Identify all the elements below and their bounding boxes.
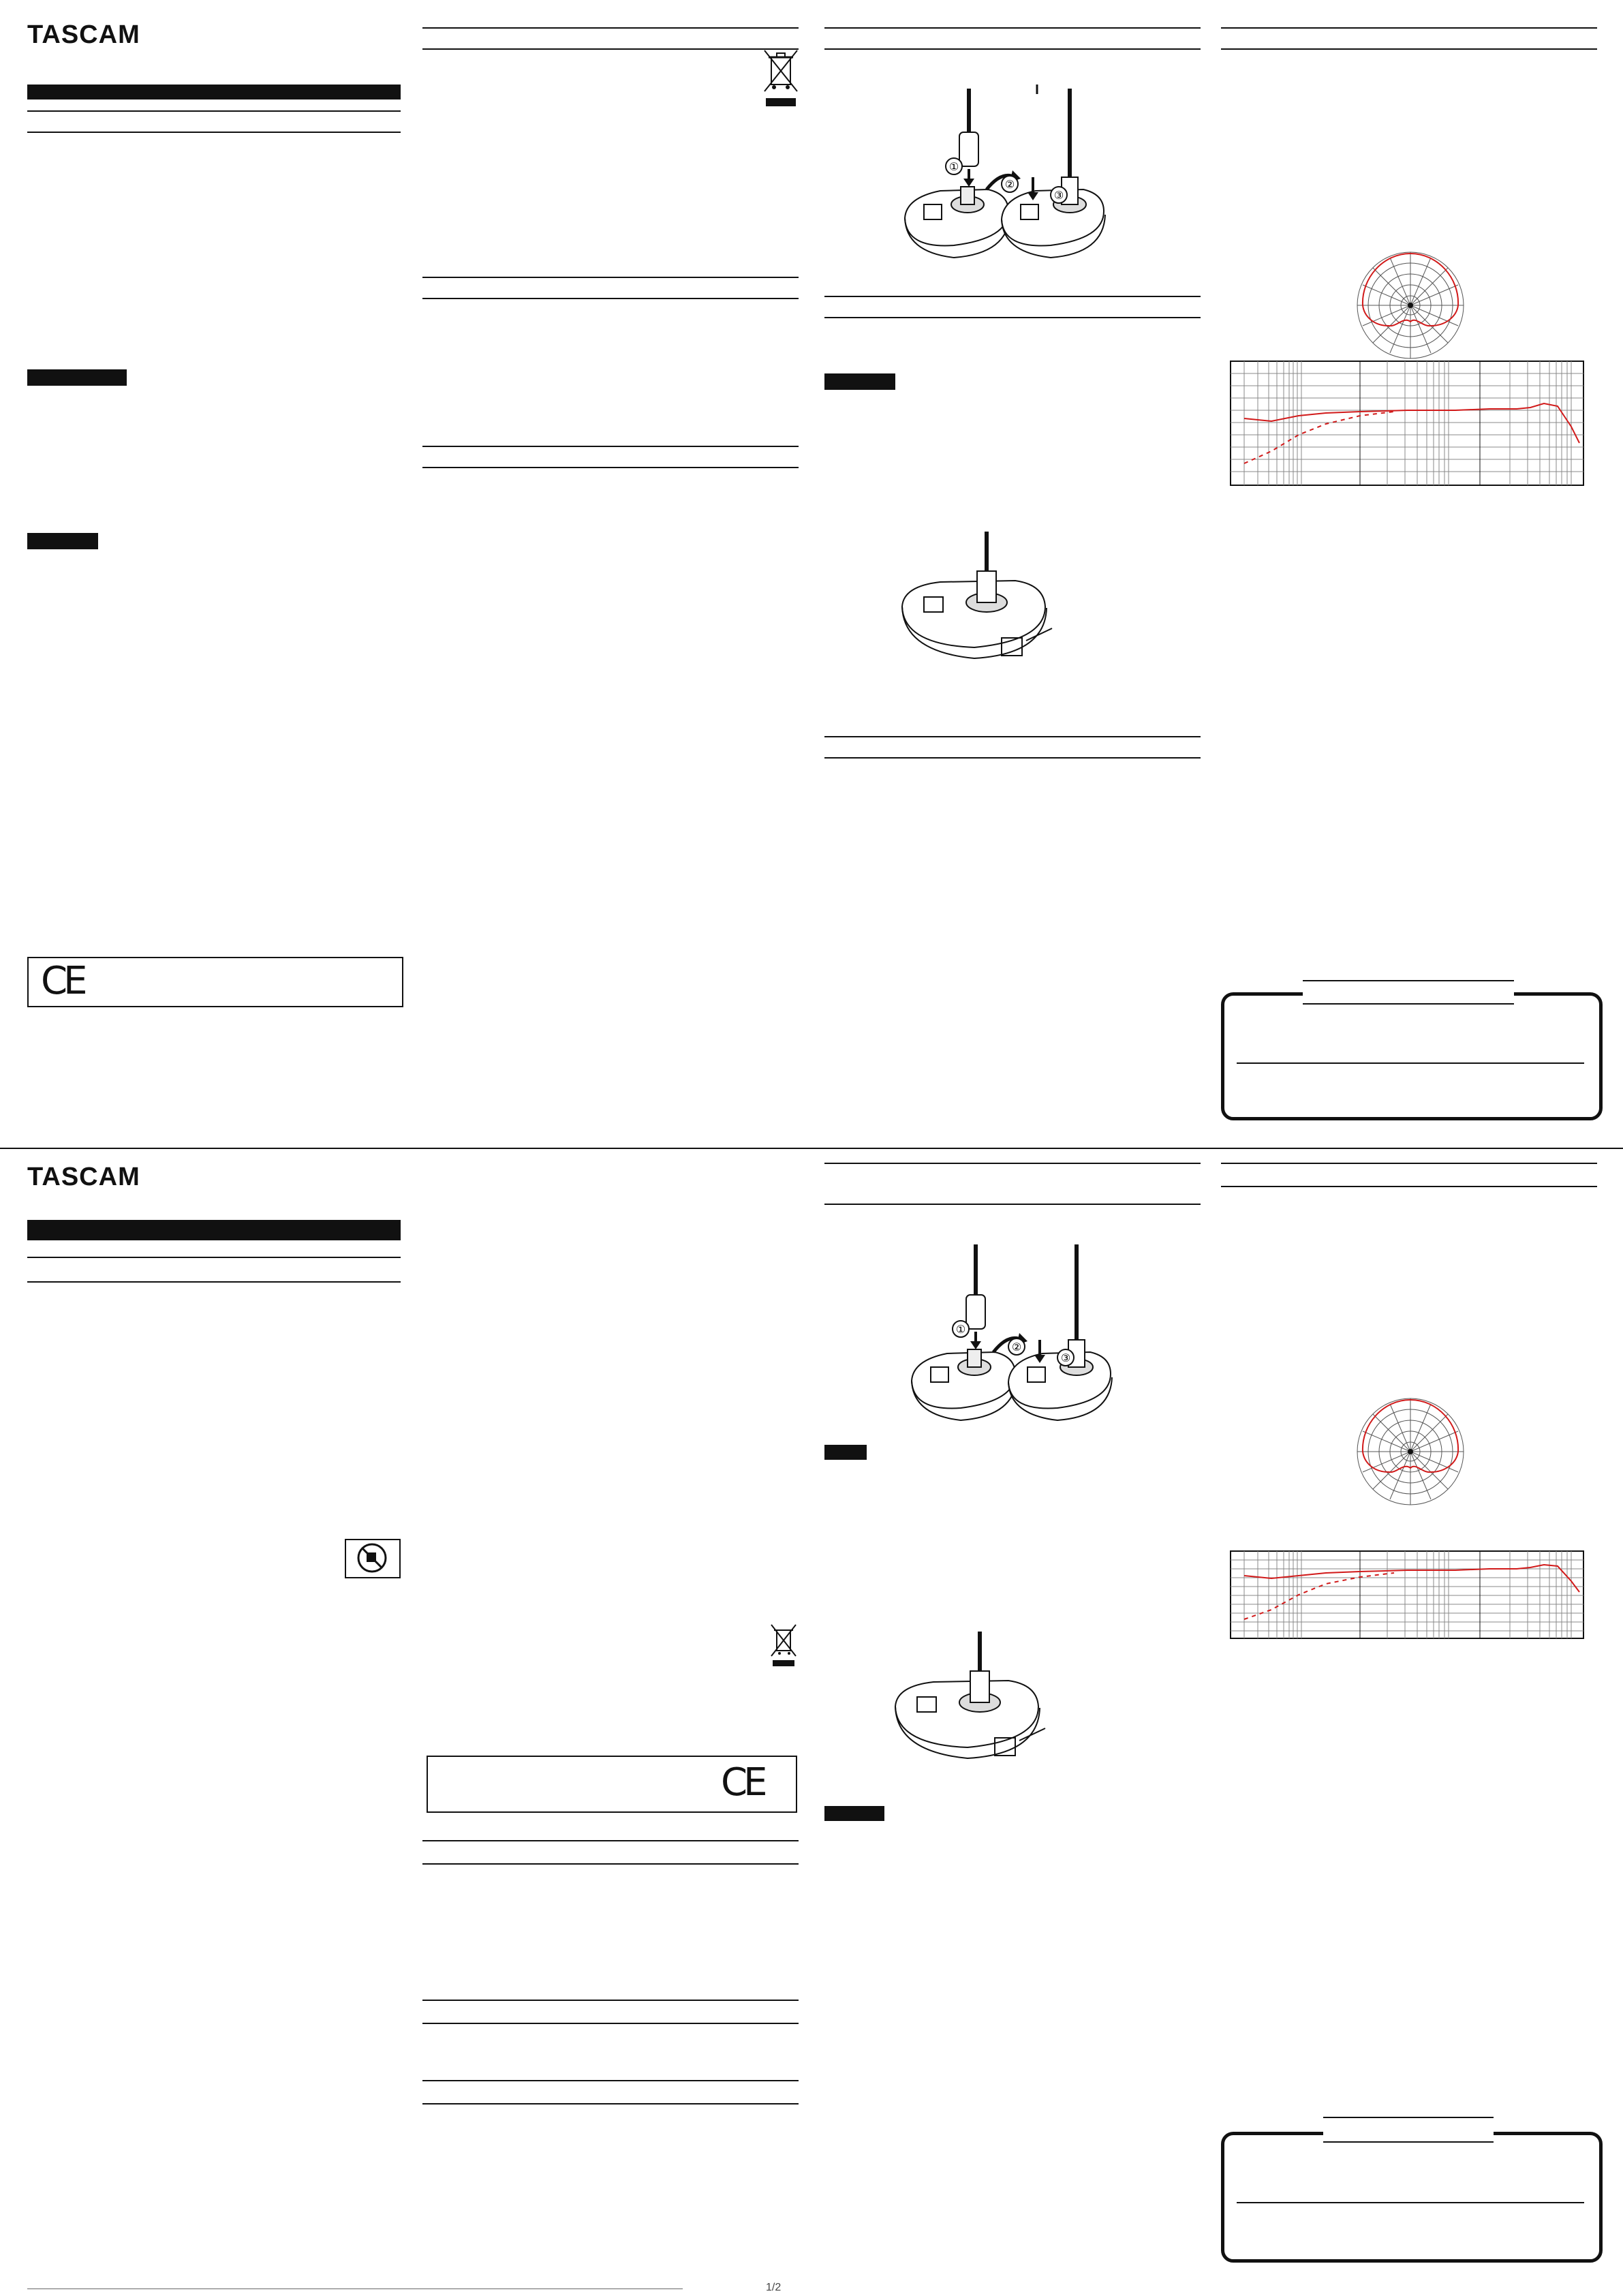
heading-bar [824,1806,884,1821]
step-3-marker: ③ [1053,189,1064,202]
callout-tab [1303,980,1514,1006]
step-2-marker: ② [1011,1341,1022,1353]
frequency-response-chart [1231,361,1583,485]
step-3-marker: ③ [1060,1351,1071,1364]
section-rule [27,110,401,112]
section-rule [824,1204,1201,1205]
section-rule [422,298,799,299]
section-rule [824,296,1201,297]
section-rule [422,467,799,468]
section-rule [27,132,401,133]
section-rule [1303,1003,1514,1005]
ce-mark-icon: CE [721,1760,764,1805]
section-rule [824,736,1201,737]
heading-bar [27,369,127,386]
step-1-marker: ① [948,160,959,173]
title-bar [27,85,401,100]
section-rule [824,48,1201,50]
section-rule [422,2103,799,2104]
heading-bar [27,533,98,549]
section-rule [1303,980,1514,981]
ce-notice-box [427,1756,797,1813]
support-callout-box [1221,992,1603,1120]
callout-tab [1323,2117,1494,2144]
section-rule [1221,48,1597,50]
section-rule [27,1257,401,1258]
mic-base-connector-illustration [893,1632,1063,1781]
section-rule [422,2023,799,2024]
section-rule [1323,2117,1494,2118]
section-rule [1221,27,1597,29]
tascam-logo: TASCAM [27,1163,140,1191]
section-rule [824,27,1201,29]
section-rule [824,317,1201,318]
callout-divider [1237,1062,1584,1064]
cart-tip-warning-icon [345,1539,401,1578]
mic-mounting-illustration [899,75,1104,286]
section-rule [422,27,799,29]
section-rule [824,1163,1201,1164]
polar-pattern-chart [1356,1397,1465,1506]
callout-divider [1237,2202,1584,2203]
section-rule [422,48,799,50]
frequency-response-chart [1231,1551,1583,1638]
crossed-out-wheeled-bin-icon [770,1625,797,1667]
section-rule [422,2000,799,2001]
section-rule [422,446,799,447]
page-marker: 1/2 [766,2282,782,2293]
crossed-out-wheeled-bin-icon [762,49,800,110]
mic-base-connector-illustration [899,532,1070,682]
section-rule [1221,1163,1597,1164]
polar-pattern-chart [1356,251,1465,360]
section-rule [1221,1186,1597,1187]
section-rule [1323,2141,1494,2143]
ce-notice-box [27,957,403,1007]
section-rule [27,1281,401,1283]
page-separator [0,1148,1623,1149]
step-1-marker: ① [955,1323,966,1336]
section-rule [824,757,1201,759]
tascam-logo: TASCAM [27,20,140,49]
ce-mark-icon: CE [41,959,84,1003]
support-callout-box [1221,2132,1603,2263]
step-2-marker: ② [1004,178,1015,191]
section-rule [422,2080,799,2081]
section-rule [422,1863,799,1865]
title-bar [27,1220,401,1240]
mic-mounting-illustration [906,1244,1111,1442]
heading-bar [824,1445,867,1460]
section-rule [422,277,799,278]
section-rule [422,1840,799,1841]
heading-bar [824,373,895,390]
